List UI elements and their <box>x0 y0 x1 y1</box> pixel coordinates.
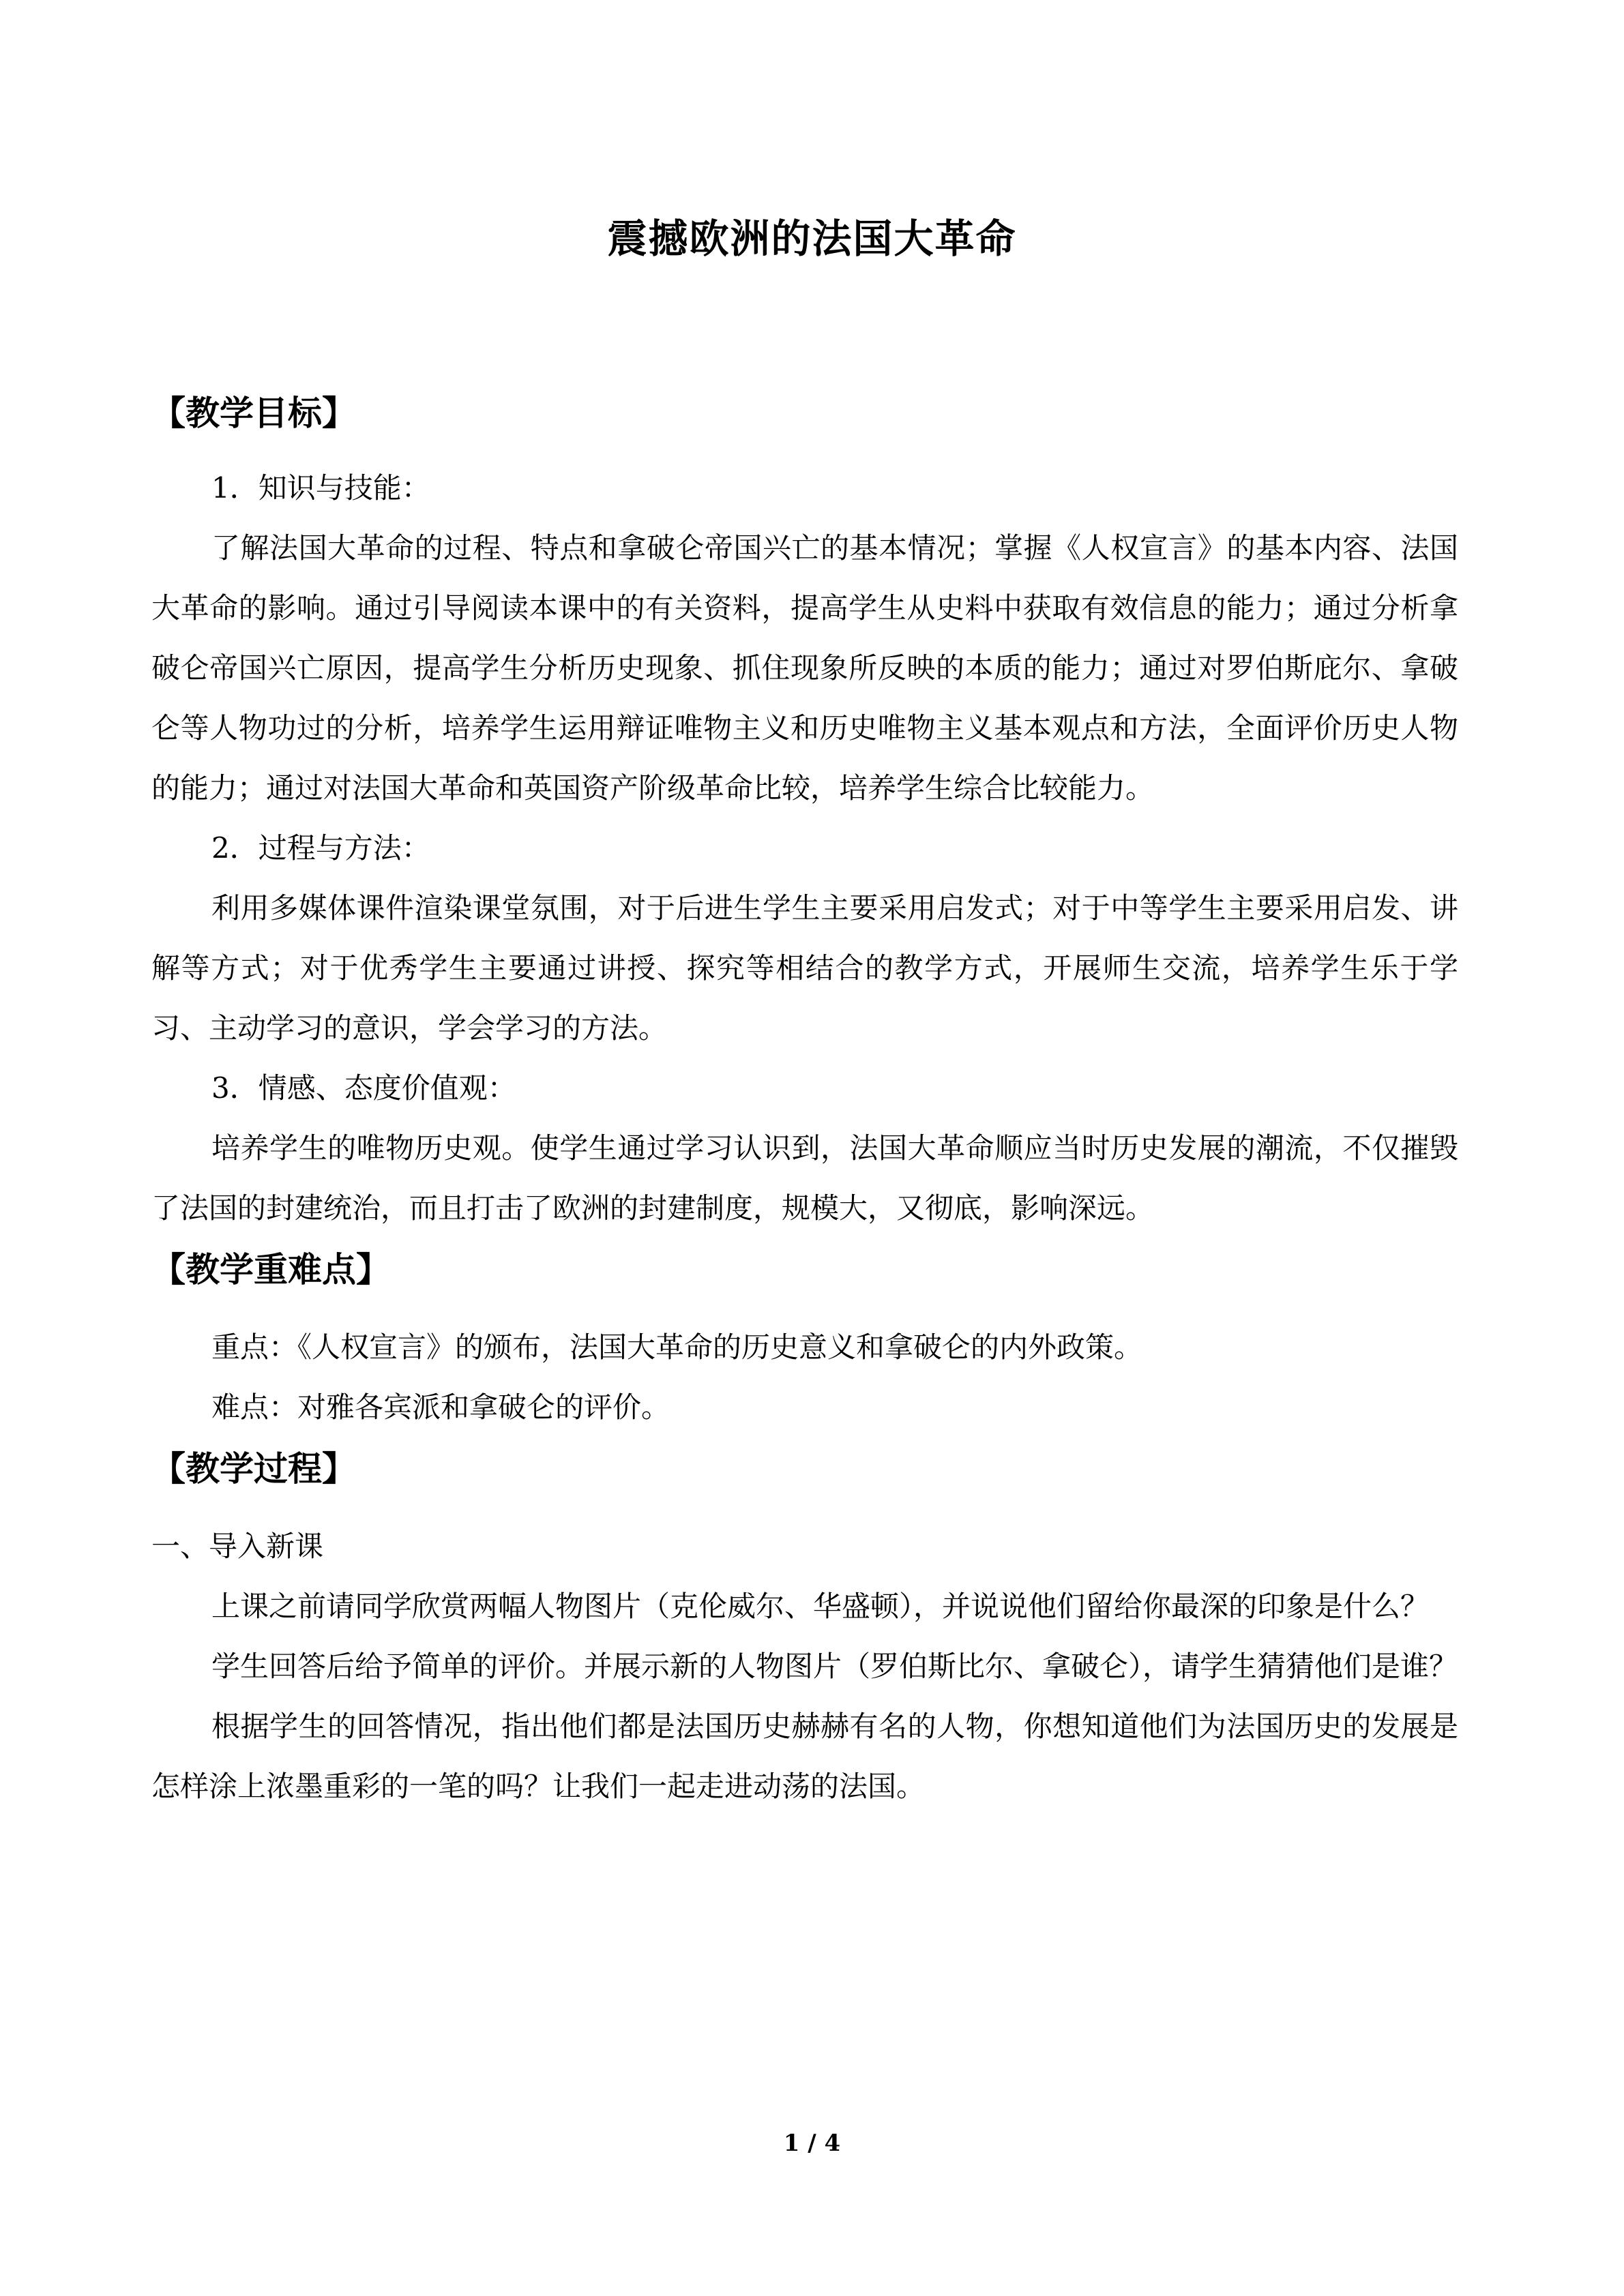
process-paragraph-1: 上课之前请同学欣赏两幅人物图片（克伦威尔、华盛顿），并说说他们留给你最深的印象是什么？ <box>211 1590 1430 1623</box>
page-title: 震撼欧洲的法国大革命 <box>607 215 1017 262</box>
document-body <box>151 382 1458 1817</box>
objective-3-label: 3．情感、态度价值观： <box>211 1071 516 1105</box>
objective-1-text: 了解法国大革命的过程、特点和拿破仑帝国兴亡的基本情况；掌握《人权宣言》的基本内容、法国大革命的影响。通过引导阅读本课中的有关资料，提高学生从史料中获取有效信息的能力；通过分析拿破仑帝国兴亡原因，提高学生分析历史现象、抓住现象所反映的本质的能力；通过对罗伯斯庇尔、拿破仑等人物功过的分析，培养学生运用辩证唯物主义和历史唯物主义基本观点和方法，全面评价历史人物的能力；通过对法国大革命和英国资产阶级革命比较，培养学生综合比较能力。 <box>151 531 1458 805</box>
section-heading-key-points: 【教学重难点】 <box>151 1250 390 1289</box>
objective-3-text: 培养学生的唯物历史观。使学生通过学习认识到，法国大革命顺应当时历史发展的潮流，不仅摧毁了法国的封建统治，而且打击了欧洲的封建制度，规模大，又彻底，影响深远。 <box>151 1131 1458 1225</box>
process-step-1-label: 一、导入新课 <box>151 1530 324 1563</box>
objective-1-label: 1．知识与技能： <box>211 471 430 505</box>
section-heading-objectives: 【教学目标】 <box>151 393 356 433</box>
page-indicator: 1 / 4 <box>783 2130 841 2157</box>
objective-2-text: 利用多媒体课件渲染课堂氛围，对于后进生学生主要采用启发式；对于中等学生主要采用启发、讲解等方式；对于优秀学生主要通过讲授、探究等相结合的教学方式，开展师生交流，培养学生乐于学习、主动学习的意识，学会学习的方法。 <box>151 891 1458 1045</box>
section-heading-process: 【教学过程】 <box>151 1449 356 1489</box>
key-point-focus: 重点：《人权宣言》的颁布，法国大革命的历史意义和拿破仑的内外政策。 <box>211 1330 1143 1364</box>
process-paragraph-2: 学生回答后给予简单的评价。并展示新的人物图片（罗伯斯比尔、拿破仑），请学生猜猜他们是谁？ <box>211 1650 1458 1683</box>
process-paragraph-3: 根据学生的回答情况，指出他们都是法国历史赫赫有名的人物，你想知道他们为法国历史的发展是怎样涂上浓墨重彩的一笔的吗？让我们一起走进动荡的法国。 <box>151 1710 1458 1803</box>
objective-2-label: 2．过程与方法： <box>211 831 430 865</box>
key-point-difficulty: 难点：对雅各宾派和拿破仑的评价。 <box>211 1390 670 1424</box>
